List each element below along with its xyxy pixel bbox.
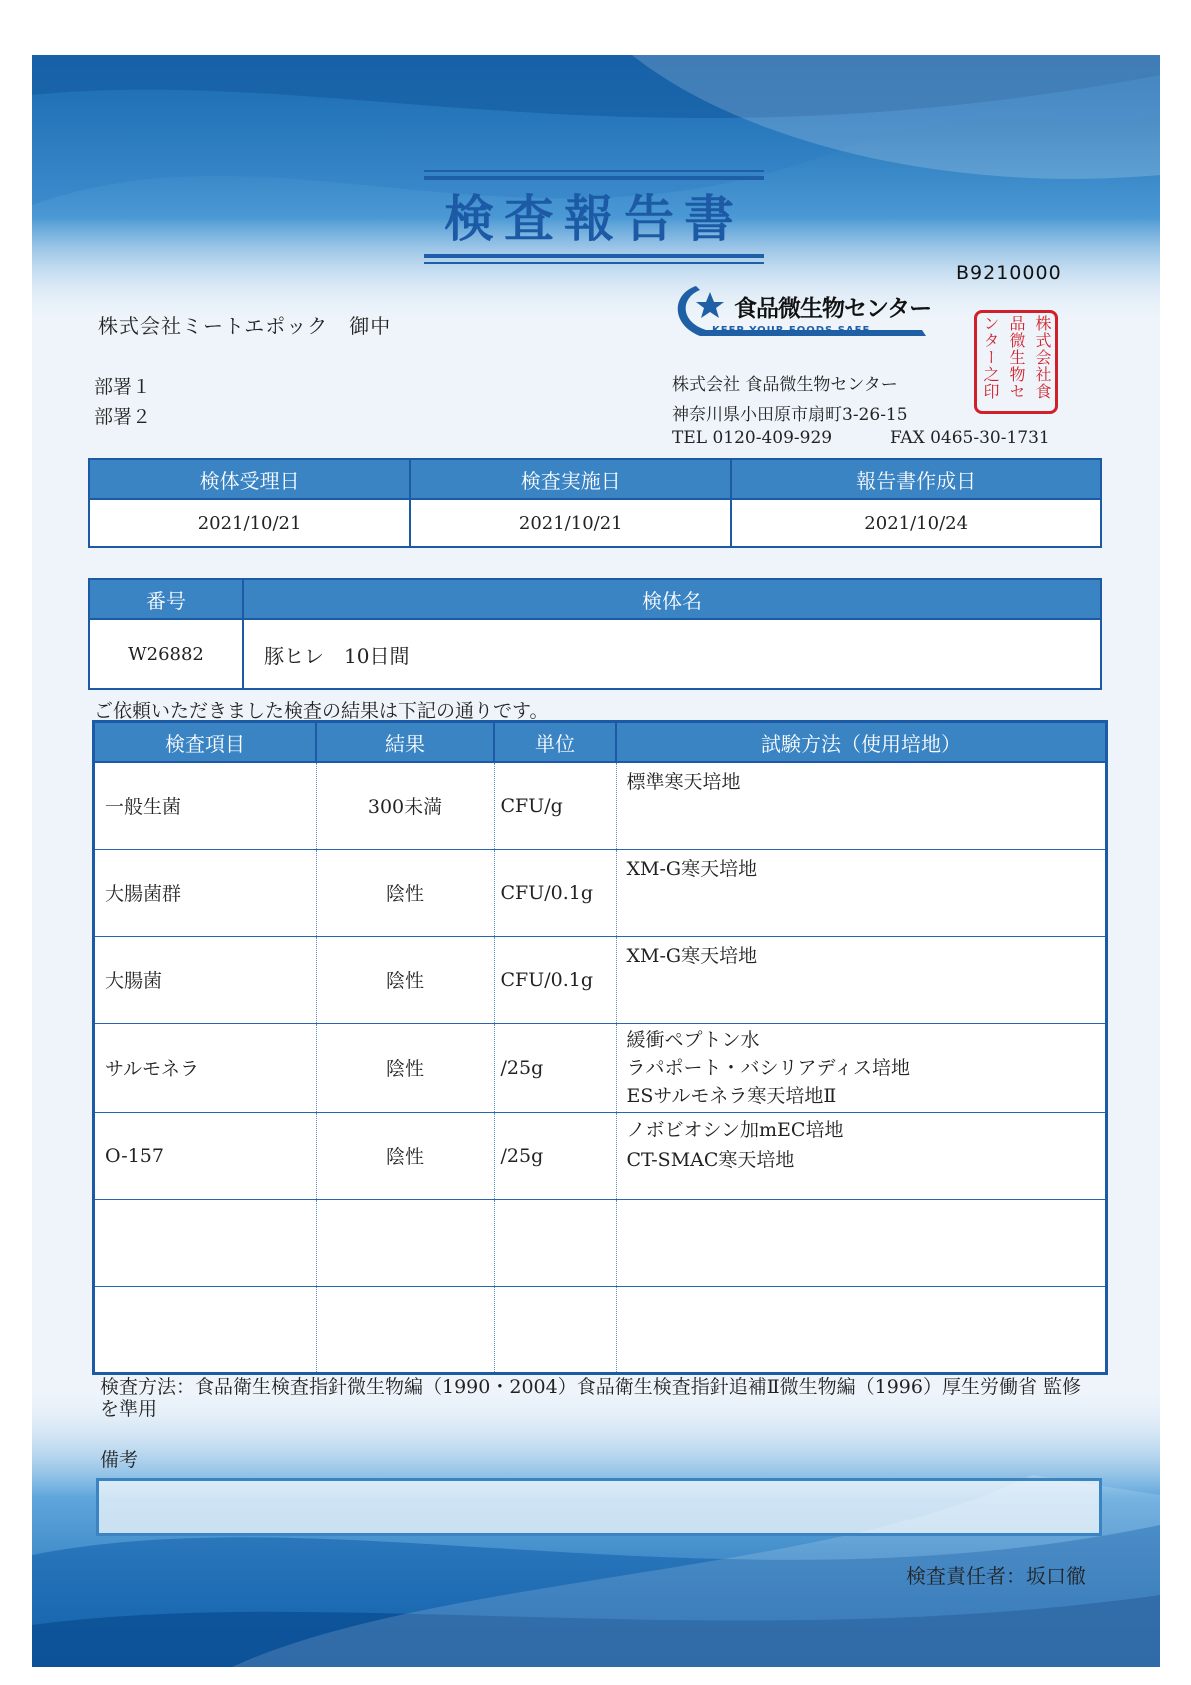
table-row xyxy=(94,762,1107,849)
row-method xyxy=(616,936,1107,1023)
row-item: 大腸菌 xyxy=(94,936,317,1023)
method-line: 緩衝ペプトン水 xyxy=(626,1028,760,1051)
remarks-box xyxy=(96,1478,1102,1536)
addressee: 株式会社ミートエポック 御中 xyxy=(98,314,392,338)
row-item: O-157 xyxy=(94,1112,317,1199)
row-result: 陰性 xyxy=(316,1112,494,1199)
method-line: XM-G寒天培地 xyxy=(626,944,758,967)
table-row-empty xyxy=(94,1286,1107,1373)
method-line: XM-G寒天培地 xyxy=(626,857,758,880)
row-result: 300未満 xyxy=(316,762,494,849)
row-unit: /25g xyxy=(494,1023,616,1112)
method-note: 検査方法：食品衛生検査指針微生物編（1990・2004）食品衛生検査指針追補Ⅱ微生物編（1996）厚生労働省 監修を準用 xyxy=(100,1376,1082,1420)
header-specimen-number: 番号 xyxy=(89,579,243,619)
company-tel: TEL 0120-409-929 xyxy=(672,428,833,448)
department-1: 部署１ xyxy=(94,376,152,398)
row-result: 陰性 xyxy=(316,1023,494,1112)
intro-text: ご依頼いただきました検査の結果は下記の通りです。 xyxy=(94,700,549,722)
received-date: 2021/10/21 xyxy=(89,499,410,547)
row-unit: /25g xyxy=(494,1112,616,1199)
table-row xyxy=(94,849,1107,936)
specimen-name: 豚ヒレ 10日間 xyxy=(243,619,1101,689)
results-table xyxy=(92,720,1108,1375)
header-test-date: 検査実施日 xyxy=(410,459,731,499)
inspector: 検査責任者：坂口徹 xyxy=(906,1564,1086,1588)
header-test-item: 検査項目 xyxy=(94,722,317,763)
header-specimen-name: 検体名 xyxy=(243,579,1101,619)
header-unit: 単位 xyxy=(494,722,616,763)
row-unit: CFU/0.1g xyxy=(494,936,616,1023)
table-row xyxy=(94,1112,1107,1199)
department-2: 部署２ xyxy=(94,406,152,428)
header-received-date: 検体受理日 xyxy=(89,459,410,499)
logo-tagline: KEEP YOUR FOODS SAFE xyxy=(712,325,871,336)
method-line: ESサルモネラ寒天培地Ⅱ xyxy=(626,1084,837,1107)
title-rule xyxy=(424,176,764,180)
header-method: 試験方法（使用培地） xyxy=(616,722,1107,763)
report-date: 2021/10/24 xyxy=(731,499,1101,547)
row-method xyxy=(616,849,1107,936)
row-method xyxy=(616,762,1107,849)
row-method xyxy=(616,1023,1107,1112)
table-row-empty xyxy=(94,1199,1107,1286)
title-block xyxy=(424,170,764,268)
table-row xyxy=(94,1023,1107,1112)
dates-table xyxy=(88,458,1102,548)
row-result: 陰性 xyxy=(316,936,494,1023)
test-date: 2021/10/21 xyxy=(410,499,731,547)
company-name: 株式会社 食品微生物センター xyxy=(672,375,898,395)
page-title: 検査報告書 xyxy=(444,189,744,248)
specimen-number: W26882 xyxy=(89,619,243,689)
row-item: サルモネラ xyxy=(94,1023,317,1112)
company-address: 神奈川県小田原市扇町3-26-15 xyxy=(672,405,908,425)
table-row xyxy=(94,936,1107,1023)
title-rule xyxy=(424,254,764,258)
logo-name: 食品微生物センター xyxy=(734,296,932,322)
header-result: 結果 xyxy=(316,722,494,763)
method-line: CT-SMAC寒天培地 xyxy=(626,1148,795,1171)
method-line: ノボビオシン加mEC培地 xyxy=(626,1118,844,1141)
title-rule xyxy=(424,262,764,264)
company-fax: FAX 0465-30-1731 xyxy=(890,428,1050,448)
row-result: 陰性 xyxy=(316,849,494,936)
row-item: 一般生菌 xyxy=(94,762,317,849)
title-rule xyxy=(424,170,764,172)
remarks-label: 備考 xyxy=(100,1449,139,1471)
method-line: 標準寒天培地 xyxy=(626,771,741,793)
row-method xyxy=(616,1112,1107,1199)
company-seal: 株式会社食品微生物センター之印 xyxy=(974,310,1058,414)
method-line: ラパポート・バシリアディス培地 xyxy=(626,1056,910,1079)
row-unit: CFU/0.1g xyxy=(494,849,616,936)
row-item: 大腸菌群 xyxy=(94,849,317,936)
header-report-date: 報告書作成日 xyxy=(731,459,1101,499)
document-number: B9210000 xyxy=(956,262,1062,284)
specimen-table xyxy=(88,578,1102,690)
row-unit: CFU/g xyxy=(494,762,616,849)
